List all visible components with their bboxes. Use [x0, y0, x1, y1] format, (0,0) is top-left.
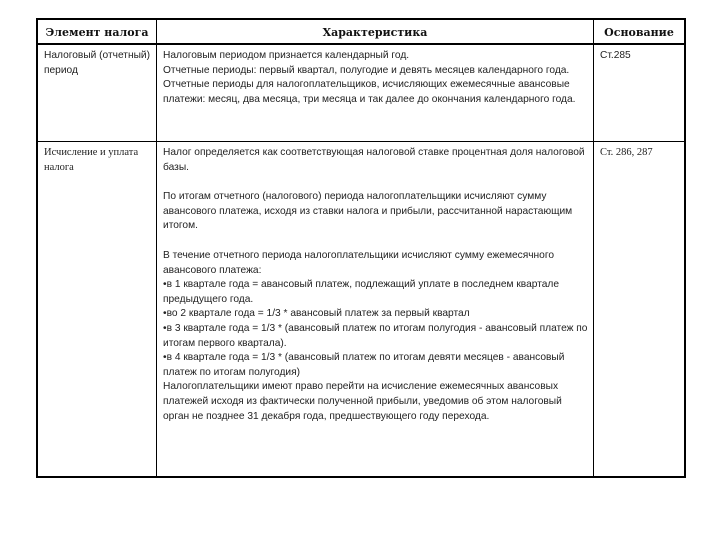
- row-calc-basis: Ст. 286, 287: [600, 147, 653, 158]
- calc-bullet-2-text: во 2 квартале года = 1/3 * авансовый платеж за первый квартал: [166, 308, 470, 320]
- row-calc-characteristic: [157, 142, 594, 476]
- period-text-1: Налоговым периодом признается календарный год.: [163, 50, 410, 61]
- period-text-3: Отчетные периоды для налогоплательщиков, исчисляющих ежемесячные авансовые платежи: месяц, два месяца, три месяца и так далее до окончания календарного года.: [163, 79, 576, 105]
- header-basis: Основание: [594, 20, 684, 45]
- row-period-element: Налоговый (отчетный) период: [38, 45, 157, 142]
- row-calc-element: Исчисление и уплата налога: [38, 142, 157, 476]
- calc-bullet-4: [163, 351, 588, 380]
- row-period-characteristic: [157, 45, 594, 142]
- header-characteristic: Характеристика: [157, 20, 594, 45]
- calc-text-1: Налог определяется как соответствующая налоговой ставке процентная доля налоговой базы.: [163, 147, 585, 173]
- calc-text-3: В течение отчетного периода налогоплательщики исчисляют сумму ежемесячного авансового платежа:: [163, 249, 554, 276]
- tax-elements-table: [36, 18, 686, 478]
- calc-bullet-1: [163, 278, 588, 307]
- period-text-2: Отчетные периоды: первый квартал, полугодие и девять месяцев календарного года.: [163, 64, 570, 76]
- row-period-basis: Ст.285: [594, 45, 684, 142]
- calc-bullet-3-text: в 3 квартале года = 1/3 * (авансовый платеж по итогам полугодия - авансовый платеж по итогам первого квартала).: [163, 322, 588, 349]
- calc-text-2: По итогам отчетного (налогового) периода налогоплательщики исчисляют сумму авансового платежа, исходя из ставки налога и прибыли, рассчитанной нарастающим итогом.: [163, 191, 573, 232]
- calc-bullet-2: [163, 307, 588, 322]
- calc-bullet-4-text: в 4 квартале года = 1/3 * (авансовый платеж по итогам девяти месяцев - авансовый платеж по итогам полугодия): [163, 352, 565, 378]
- calc-bullet-3: [163, 322, 588, 351]
- calc-bullet-1-text: в 1 квартале года = авансовый платеж, подлежащий уплате в последнем квартале предыдущего года.: [163, 279, 560, 305]
- calc-text-4: Налогоплательщики имеют право перейти на исчисление ежемесячных авансовых платежей исходя из фактически полученной прибыли, уведомив об этом налоговый орган не позднее 31 декабря года, предшествующего году перехода.: [163, 381, 562, 422]
- header-element: Элемент налога: [38, 20, 157, 45]
